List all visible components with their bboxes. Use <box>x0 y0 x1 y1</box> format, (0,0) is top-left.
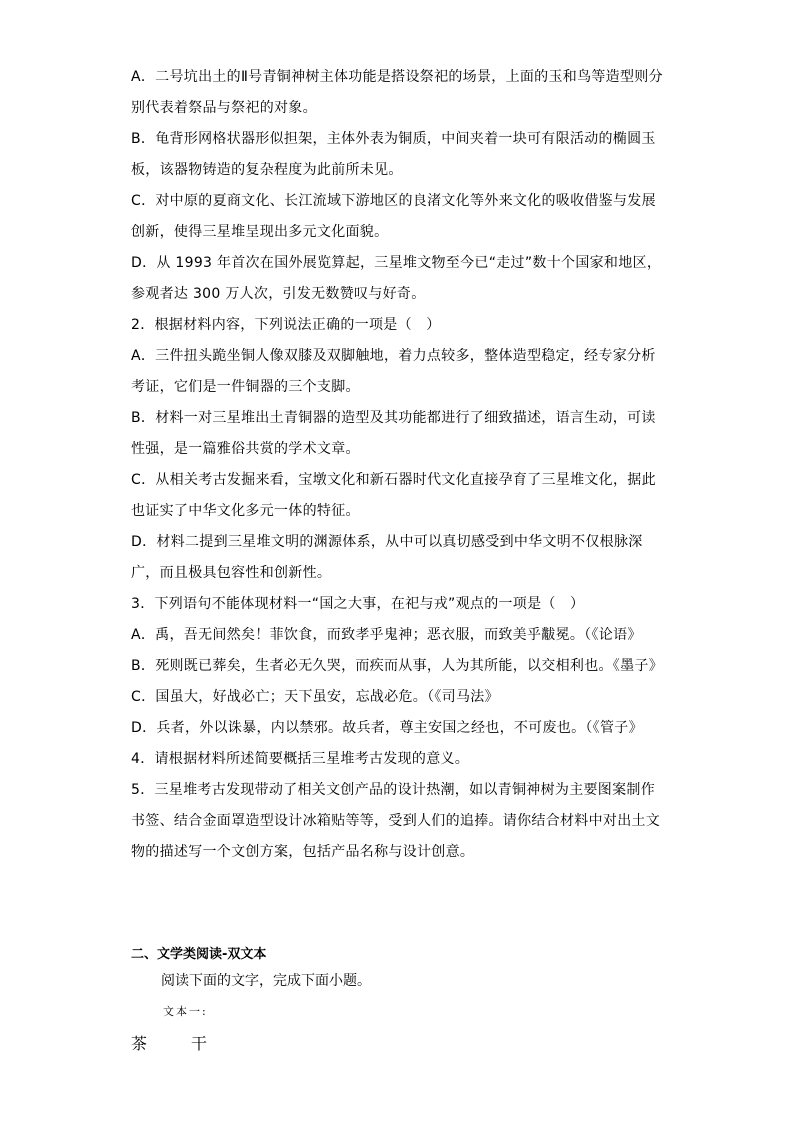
q5-stem: 5．三星堆考古发现带动了相关文创产品的设计热潮，如以青铜神树为主要图案制作书签、结合金面罩造型设计冰箱贴等等，受到人们的追捧。请你结合材料中对出土文物的描述写一个文创方案，包括产品名称与设计创意。 <box>131 782 661 860</box>
text-one-label: 文本一: <box>163 1005 208 1018</box>
q3-option-b: B．死则既已葬矣，生者必无久哭，而疾而从事，人为其所能，以交相利也。《墨子》 <box>131 658 664 674</box>
section-2-instruction: 阅读下面的文字，完成下面小题。 <box>161 973 371 989</box>
q1-option-a: A．二号坑出土的Ⅱ号青铜神树主体功能是搭设祭祀的场景，上面的玉和鸟等造型则分别代表着祭品与祭祀的对象。 <box>131 69 663 116</box>
q2-option-a: A．三件扭头跪坐铜人像双膝及双脚触地，着力点较多，整体造型稳定，经专家分析考证，它们是一件铜器的三个支脚。 <box>131 348 656 395</box>
q4-stem: 4．请根据材料所述简要概括三星堆考古发现的意义。 <box>131 751 470 767</box>
q1-option-d: D．从 1993 年首次在国外展览算起，三星堆文物至今已“走过”数十个国家和地区，参观者达 300 万人次，引发无数赞叹与好奇。 <box>131 255 662 302</box>
q3-option-a: A．禹，吾无间然矣！菲饮食，而致孝乎鬼神；恶衣服，而致美乎黻冕。（《论语》 <box>131 627 642 643</box>
q1-option-b: B．龟背形网格状器形似担架，主体外表为铜质，中间夹着一块可有限活动的椭圆玉板，该器物铸造的复杂程度为此前所未见。 <box>131 131 656 178</box>
section-2-title: 二、文学类阅读-双文本 <box>131 947 267 962</box>
q2-stem: 2．根据材料内容，下列说法正确的一项是（ ） <box>131 317 441 333</box>
question-1-options <box>131 62 663 868</box>
q3-option-d: D．兵者，外以诛暴，内以禁邪。故兵者，尊主安国之经也，不可废也。（《管子》 <box>131 720 643 736</box>
q1-option-c: C．对中原的夏商文化、长江流域下游地区的良渚文化等外来文化的吸收借鉴与发展创新，使得三星堆呈现出多元文化面貌。 <box>131 193 656 240</box>
q3-stem: 3．下列语句不能体现材料一“国之大事，在祀与戎”观点的一项是（ ） <box>131 596 585 612</box>
q2-option-c: C．从相关考古发掘来看，宝墩文化和新石器时代文化直接孕育了三星堆文化，据此也证实了中华文化多元一体的特征。 <box>131 472 656 519</box>
q2-option-b: B．材料一对三星堆出土青铜器的造型及其功能都进行了细致描述，语言生动，可读性强，是一篇雅俗共赏的学术文章。 <box>131 410 656 457</box>
q3-option-c: C．国虽大，好战必亡；天下虽安，忘战必危。（《司马法》 <box>131 689 499 705</box>
q2-option-d: D．材料二提到三星堆文明的渊源体系，从中可以真切感受到中华文明不仅根脉深广，而且极具包容性和创新性。 <box>131 534 643 581</box>
text-one-title: 茶 干 <box>131 1034 222 1053</box>
